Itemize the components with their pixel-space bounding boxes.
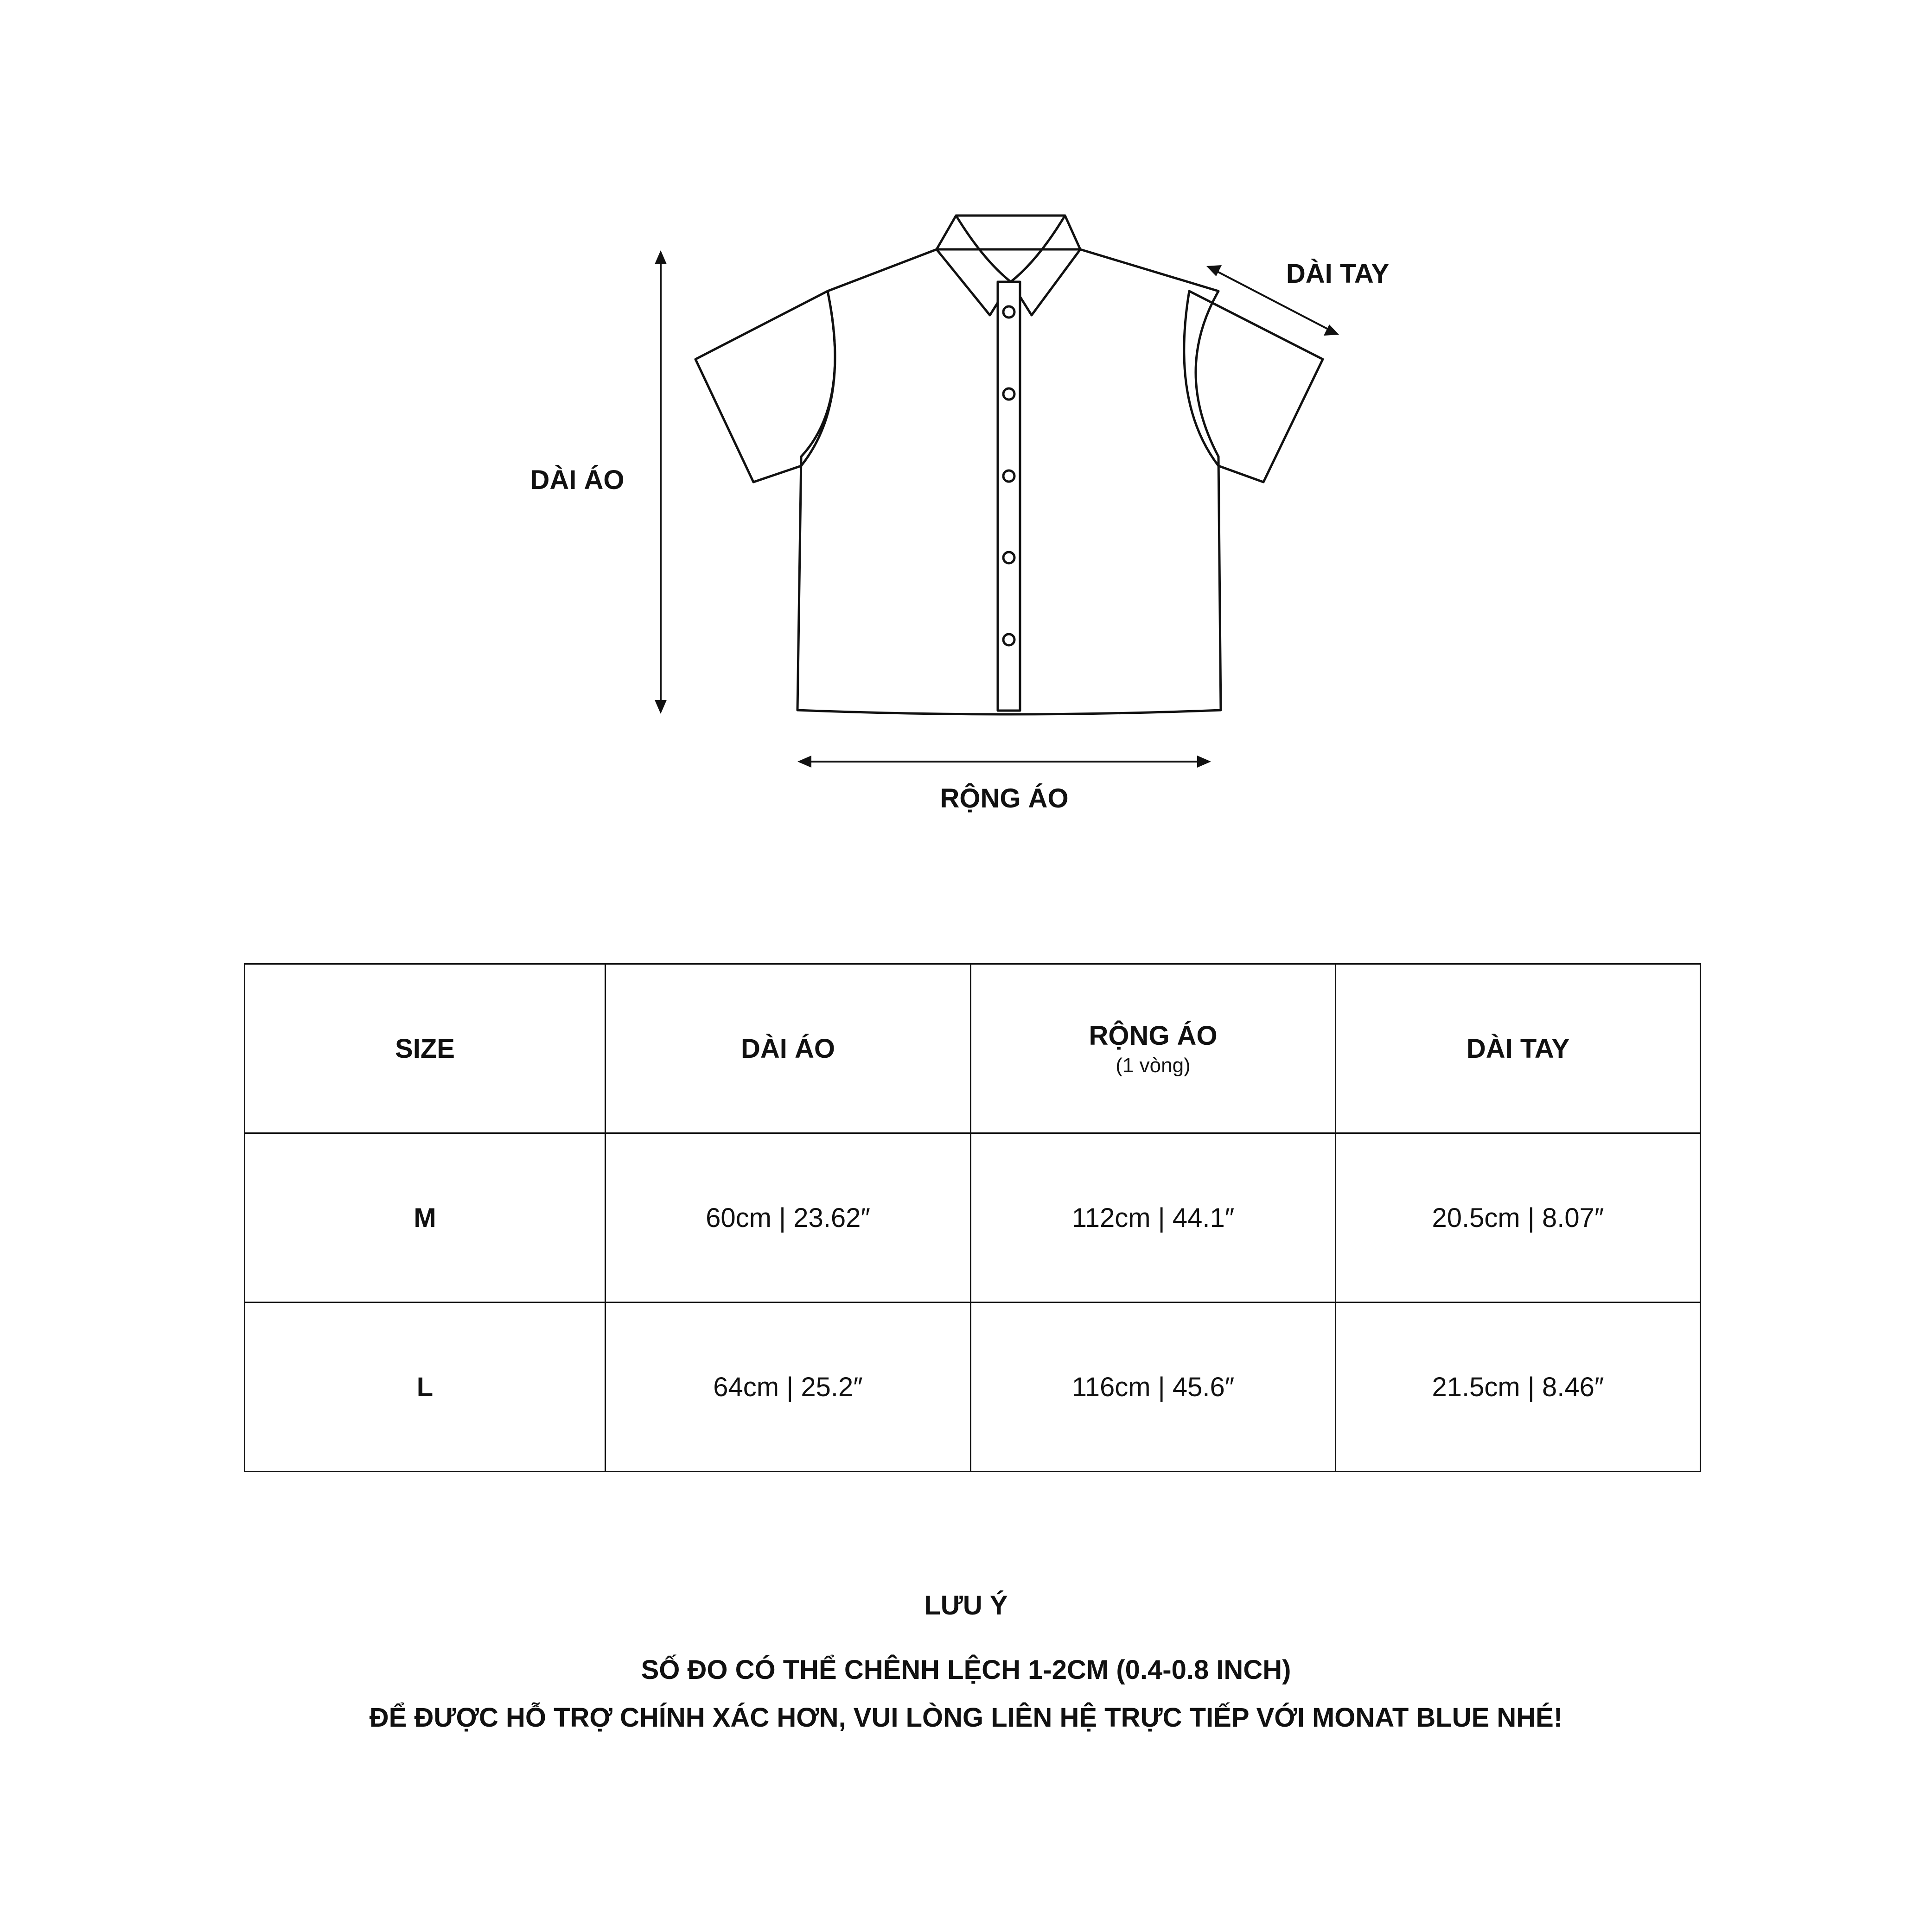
shirt-measurement-diagram — [0, 0, 1932, 834]
length-arrow-head-bottom — [655, 700, 667, 714]
length-cell: 64cm | 25.2″ — [606, 1303, 971, 1472]
header-length — [606, 964, 971, 1133]
table-row — [245, 1133, 1701, 1303]
header-sleeve — [1336, 964, 1701, 1133]
notes-line-contact: ĐỂ ĐƯỢC HỖ TRỢ CHÍNH XÁC HƠN, VUI LÒNG LIÊN HỆ TRỰC TIẾP VỚI MONAT BLUE NHÉ! — [369, 1703, 1563, 1733]
header-size-label: SIZE — [395, 1033, 455, 1064]
sleeve-arrow-head-end — [1324, 324, 1339, 336]
length-arrow-head-top — [655, 250, 667, 264]
length-cell: 60cm | 23.62″ — [606, 1133, 971, 1303]
header-length-label: DÀI ÁO — [741, 1033, 835, 1064]
notes-title: LƯU Ý — [924, 1590, 1008, 1621]
width-cell: 112cm | 44.1″ — [971, 1133, 1336, 1303]
width-label: RỘNG ÁO — [940, 783, 1069, 813]
notes-section — [0, 1590, 1932, 1750]
header-width-sub: (1 vòng) — [1116, 1054, 1191, 1077]
shirt-illustration — [695, 216, 1323, 714]
header-width — [971, 964, 1336, 1133]
shirt-left-sleeve — [695, 291, 835, 482]
sleeve-cell: 21.5cm | 8.46″ — [1336, 1303, 1701, 1472]
notes-line-tolerance: SỐ ĐO CÓ THỂ CHÊNH LỆCH 1-2CM (0.4-0.8 INCH) — [641, 1655, 1291, 1685]
size-cell: L — [245, 1303, 606, 1472]
sleeve-label: DÀI TAY — [1286, 259, 1390, 289]
sleeve-cell: 20.5cm | 8.07″ — [1336, 1133, 1701, 1303]
header-sleeve-label: DÀI TAY — [1466, 1033, 1570, 1064]
header-width-label: RỘNG ÁO — [1089, 1020, 1218, 1051]
length-label: DÀI ÁO — [530, 465, 625, 495]
width-arrow-head-left — [797, 756, 811, 768]
size-cell: M — [245, 1133, 606, 1303]
width-arrow-head-right — [1197, 756, 1211, 768]
sleeve-arrow-head-start — [1206, 265, 1222, 276]
table-header-row — [245, 964, 1701, 1133]
size-table — [244, 963, 1701, 1472]
header-size — [245, 964, 606, 1133]
width-cell: 116cm | 45.6″ — [971, 1303, 1336, 1472]
table-row — [245, 1303, 1701, 1472]
